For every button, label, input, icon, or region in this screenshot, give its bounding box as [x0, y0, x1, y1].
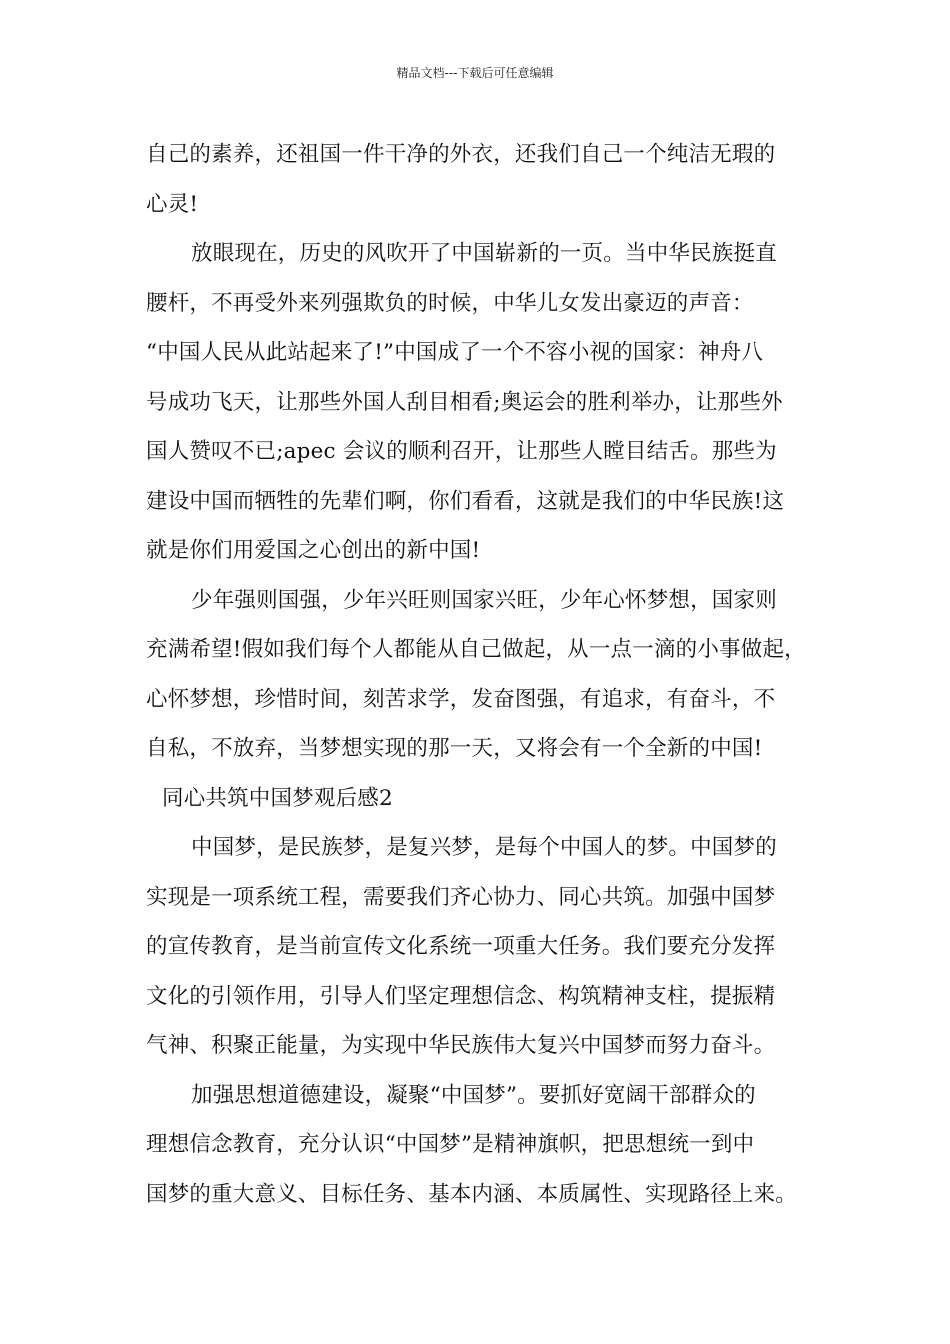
- paragraph-3: [146, 576, 822, 774]
- text-line: “中国人民从此站起来了!”中国成了一个不容小视的国家：神舟八: [146, 340, 764, 365]
- text-line: 加强思想道德建设，凝聚“中国梦”。要抓好宽阔干部群众的: [191, 1082, 756, 1108]
- text-line: 国人赞叹不已;apec 会议的顺利召开，让那些人瞠目结舌。那些为: [146, 439, 777, 464]
- document-body: [146, 130, 822, 1219]
- text-line: 中国梦，是民族梦，是复兴梦，是每个中国人的梦。中国梦的: [191, 835, 777, 860]
- text-line: 的宣传教育，是当前宣传文化系统一项重大任务。我们要充分发挥: [146, 934, 776, 959]
- text-line: 自私，不放弃，当梦想实现的那一天，又将会有一个全新的中国!: [146, 736, 763, 761]
- text-line: 少年强则国强，少年兴旺则国家兴旺，少年心怀梦想，国家则: [191, 587, 777, 613]
- paragraph-2: [146, 229, 822, 576]
- section-heading: [146, 774, 822, 824]
- text-line: 充满希望!假如我们每个人都能从自己做起，从一点一滴的小事做起，: [146, 637, 806, 662]
- text-line: 心怀梦想，珍惜时间，刻苦求学，发奋图强，有追求，有奋斗，不: [146, 686, 776, 712]
- section-title: 同心共筑中国梦观后感2: [162, 785, 393, 811]
- text-line: 国梦的重大意义、目标任务、基本内涵、本质属性、实现路径上来。: [146, 1181, 798, 1207]
- text-line: 实现是一项系统工程，需要我们齐心协力、同心共筑。加强中国梦: [146, 884, 776, 910]
- text-line: 腰杆，不再受外来列强欺负的时候，中华儿女发出豪迈的声音：: [146, 290, 754, 316]
- text-line: 心灵!: [146, 191, 199, 217]
- text-line: 气神、积聚正能量，为实现中华民族伟大复兴中国梦而努力奋斗。: [146, 1033, 776, 1058]
- page-header: 精品文档---下载后可任意编辑: [396, 66, 554, 80]
- paragraph-5: [146, 1071, 822, 1220]
- paragraph-4: [146, 823, 822, 1071]
- paragraph-1: [146, 130, 822, 229]
- text-line: 理想信念教育，充分认识“中国梦”是精神旗帜，把思想统一到中: [146, 1132, 755, 1157]
- text-line: 文化的引领作用，引导人们坚定理想信念、构筑精神支柱，提振精: [146, 983, 776, 1009]
- text-line: 自己的素养，还祖国一件干净的外衣，还我们自己一个纯洁无瑕的: [146, 142, 776, 167]
- text-line: 建设中国而牺牲的先辈们啊，你们看看，这就是我们的中华民族!这: [146, 488, 785, 514]
- text-line: 号成功飞天，让那些外国人刮目相看;奥运会的胜利举办，让那些外: [146, 389, 783, 415]
- text-line: 放眼现在，历史的风吹开了中国崭新的一页。当中华民族挺直: [191, 241, 777, 266]
- text-line: 就是你们用爱国之心创出的新中国!: [146, 538, 481, 563]
